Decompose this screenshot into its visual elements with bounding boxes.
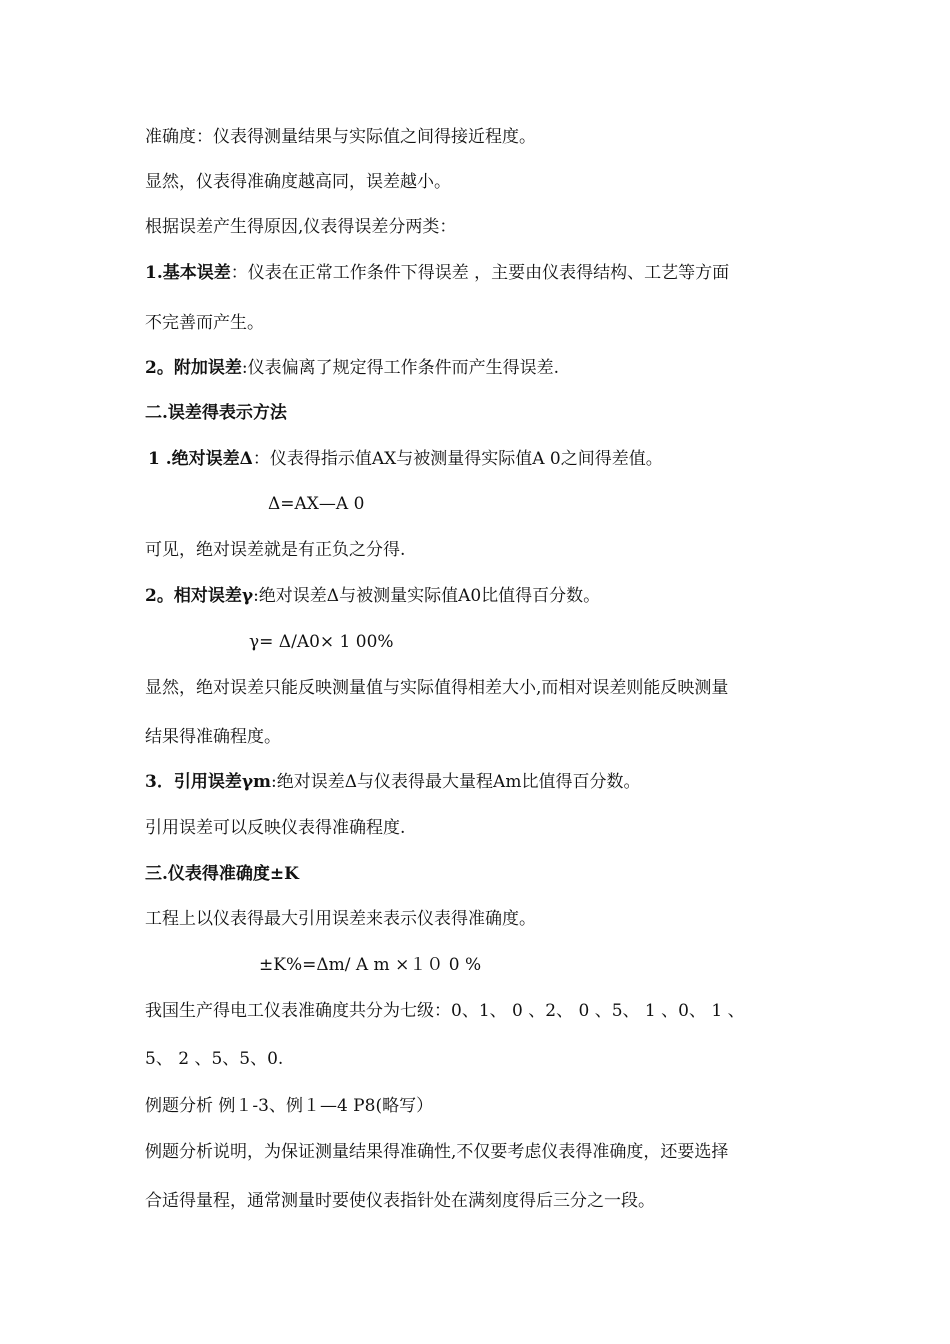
paragraph-example-explanation: 例题分析说明，为保证测量结果得准确性,不仅要考虑仪表得准确度，还要选择 (145, 1142, 729, 1162)
paragraph-additional-error: 2。附加误差:仪表偏离了规定得工作条件而产生得误差. (145, 358, 559, 378)
paragraph-relative-error-note: 显然，绝对误差只能反映测量值与实际值得相差大小,而相对误差则能反映测量 (145, 678, 729, 698)
paragraph-reference-error-note: 引用误差可以反映仪表得准确程度. (145, 818, 406, 838)
paragraph-relative-error: 2。相对误差γ:绝对误差Δ与被测量实际值A0比值得百分数。 (145, 586, 601, 606)
paragraph-reference-error: 3．引用误差γm:绝对误差Δ与仪表得最大量程Am比值得百分数。 (145, 772, 641, 792)
paragraph-accuracy-class-definition: 工程上以仪表得最大引用误差来表示仪表得准确度。 (145, 909, 536, 929)
paragraph-absolute-error-note: 可见，绝对误差就是有正负之分得. (145, 540, 406, 560)
paragraph-basic-error-cont: 不完善而产生。 (145, 313, 264, 333)
paragraph-accuracy-levels-cont: 5、 2 、5、5、0. (145, 1049, 284, 1069)
paragraph-example-analysis: 例题分析 例１-3、例１—4 P8(略写） (145, 1096, 434, 1116)
paragraph-accuracy-definition: 准确度：仪表得测量结果与实际值之间得接近程度。 (145, 127, 536, 147)
paragraph-relative-error-note-cont: 结果得准确程度。 (145, 727, 281, 747)
paragraph-absolute-error: 1 .绝对误差Δ：仪表得指示值AX与被测量得实际值A 0之间得差值。 (148, 449, 663, 469)
paragraph-accuracy-note: 显然，仪表得准确度越高同，误差越小。 (145, 172, 451, 192)
paragraph-example-explanation-cont: 合适得量程，通常测量时要使仪表指针处在满刻度得后三分之一段。 (145, 1191, 655, 1211)
section-heading-error-representation: 二.误差得表示方法 (145, 403, 287, 423)
formula-accuracy-class: ±K%=Δm/ A m ×１０ 0 % (259, 955, 482, 975)
paragraph-error-types: 根据误差产生得原因,仪表得误差分两类： (145, 217, 457, 237)
paragraph-accuracy-levels: 我国生产得电工仪表准确度共分为七级：0、1、 0 、2、 0 、5、 1 、0、 1 、 (145, 1001, 745, 1021)
formula-relative-error: γ= Δ/A0× 1 00% (249, 632, 394, 652)
paragraph-basic-error: 1.基本误差：仪表在正常工作条件下得误差 ，主要由仪表得结构、工艺等方面 (145, 263, 730, 283)
section-heading-accuracy-class: 三.仪表得准确度±K (145, 864, 299, 884)
formula-absolute-error: Δ=AX—A 0 (268, 494, 365, 514)
